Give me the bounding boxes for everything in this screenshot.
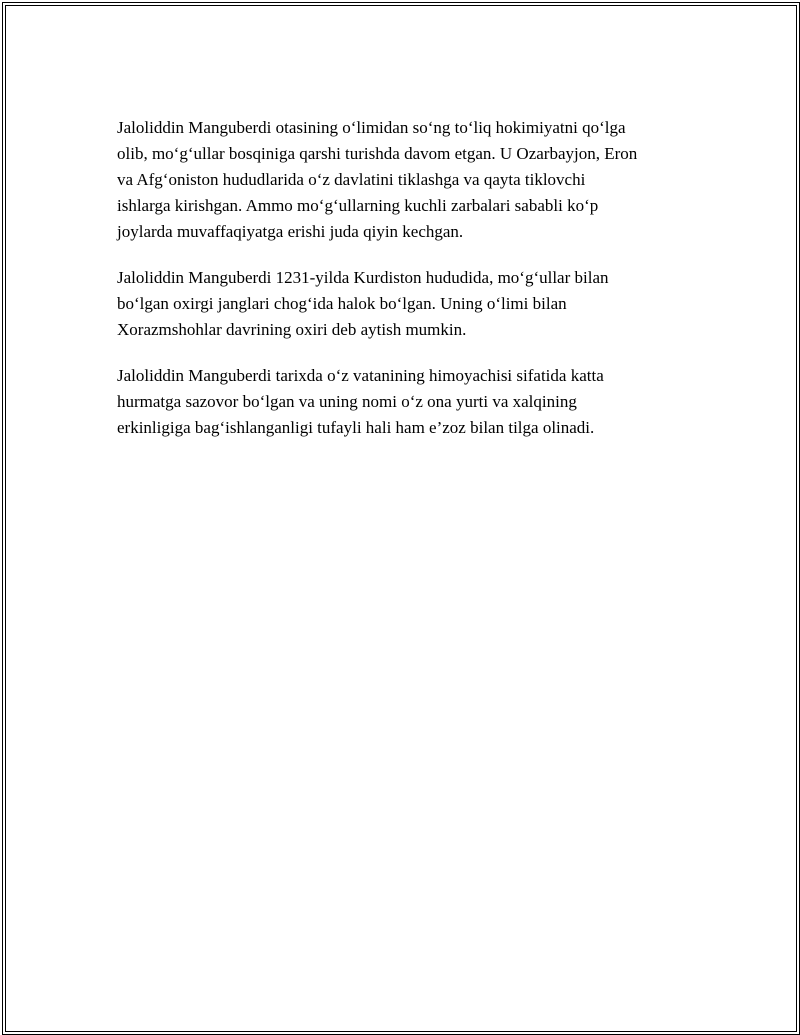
paragraph-1: Jaloliddin Manguberdi otasining o‘limidan so‘ng to‘liq hokimiyatni qo‘lga olib, mo‘g‘ullar bosqiniga qarshi turishda davom etgan. U Ozarbayjon, Eron va Afg‘oniston hududlarida o‘z davlatini tiklashga va qayta tiklovchi ishlarga kirishgan. Ammo mo‘g‘ullarning kuchli zarbalari sababli ko‘p joylarda muvaffaqiyatga erishi juda qiyin kechgan. (117, 118, 638, 241)
paragraph-3: Jaloliddin Manguberdi tarixda o‘z vatanining himoyachisi sifatida katta hurmatga sazovor bo‘lgan va uning nomi o‘z ona yurti va xalqining erkinligiga bag‘ishlanganligi tufayli hali ham e’zoz bilan tilga olinadi. (117, 366, 604, 437)
document-body (117, 115, 697, 461)
paragraph-2: Jaloliddin Manguberdi 1231-yilda Kurdiston hududida, mo‘g‘ullar bilan bo‘lgan oxirgi janglari chog‘ida halok bo‘lgan. Uning o‘limi bilan Xorazmshohlar davrining oxiri deb aytish mumkin. (117, 268, 609, 339)
